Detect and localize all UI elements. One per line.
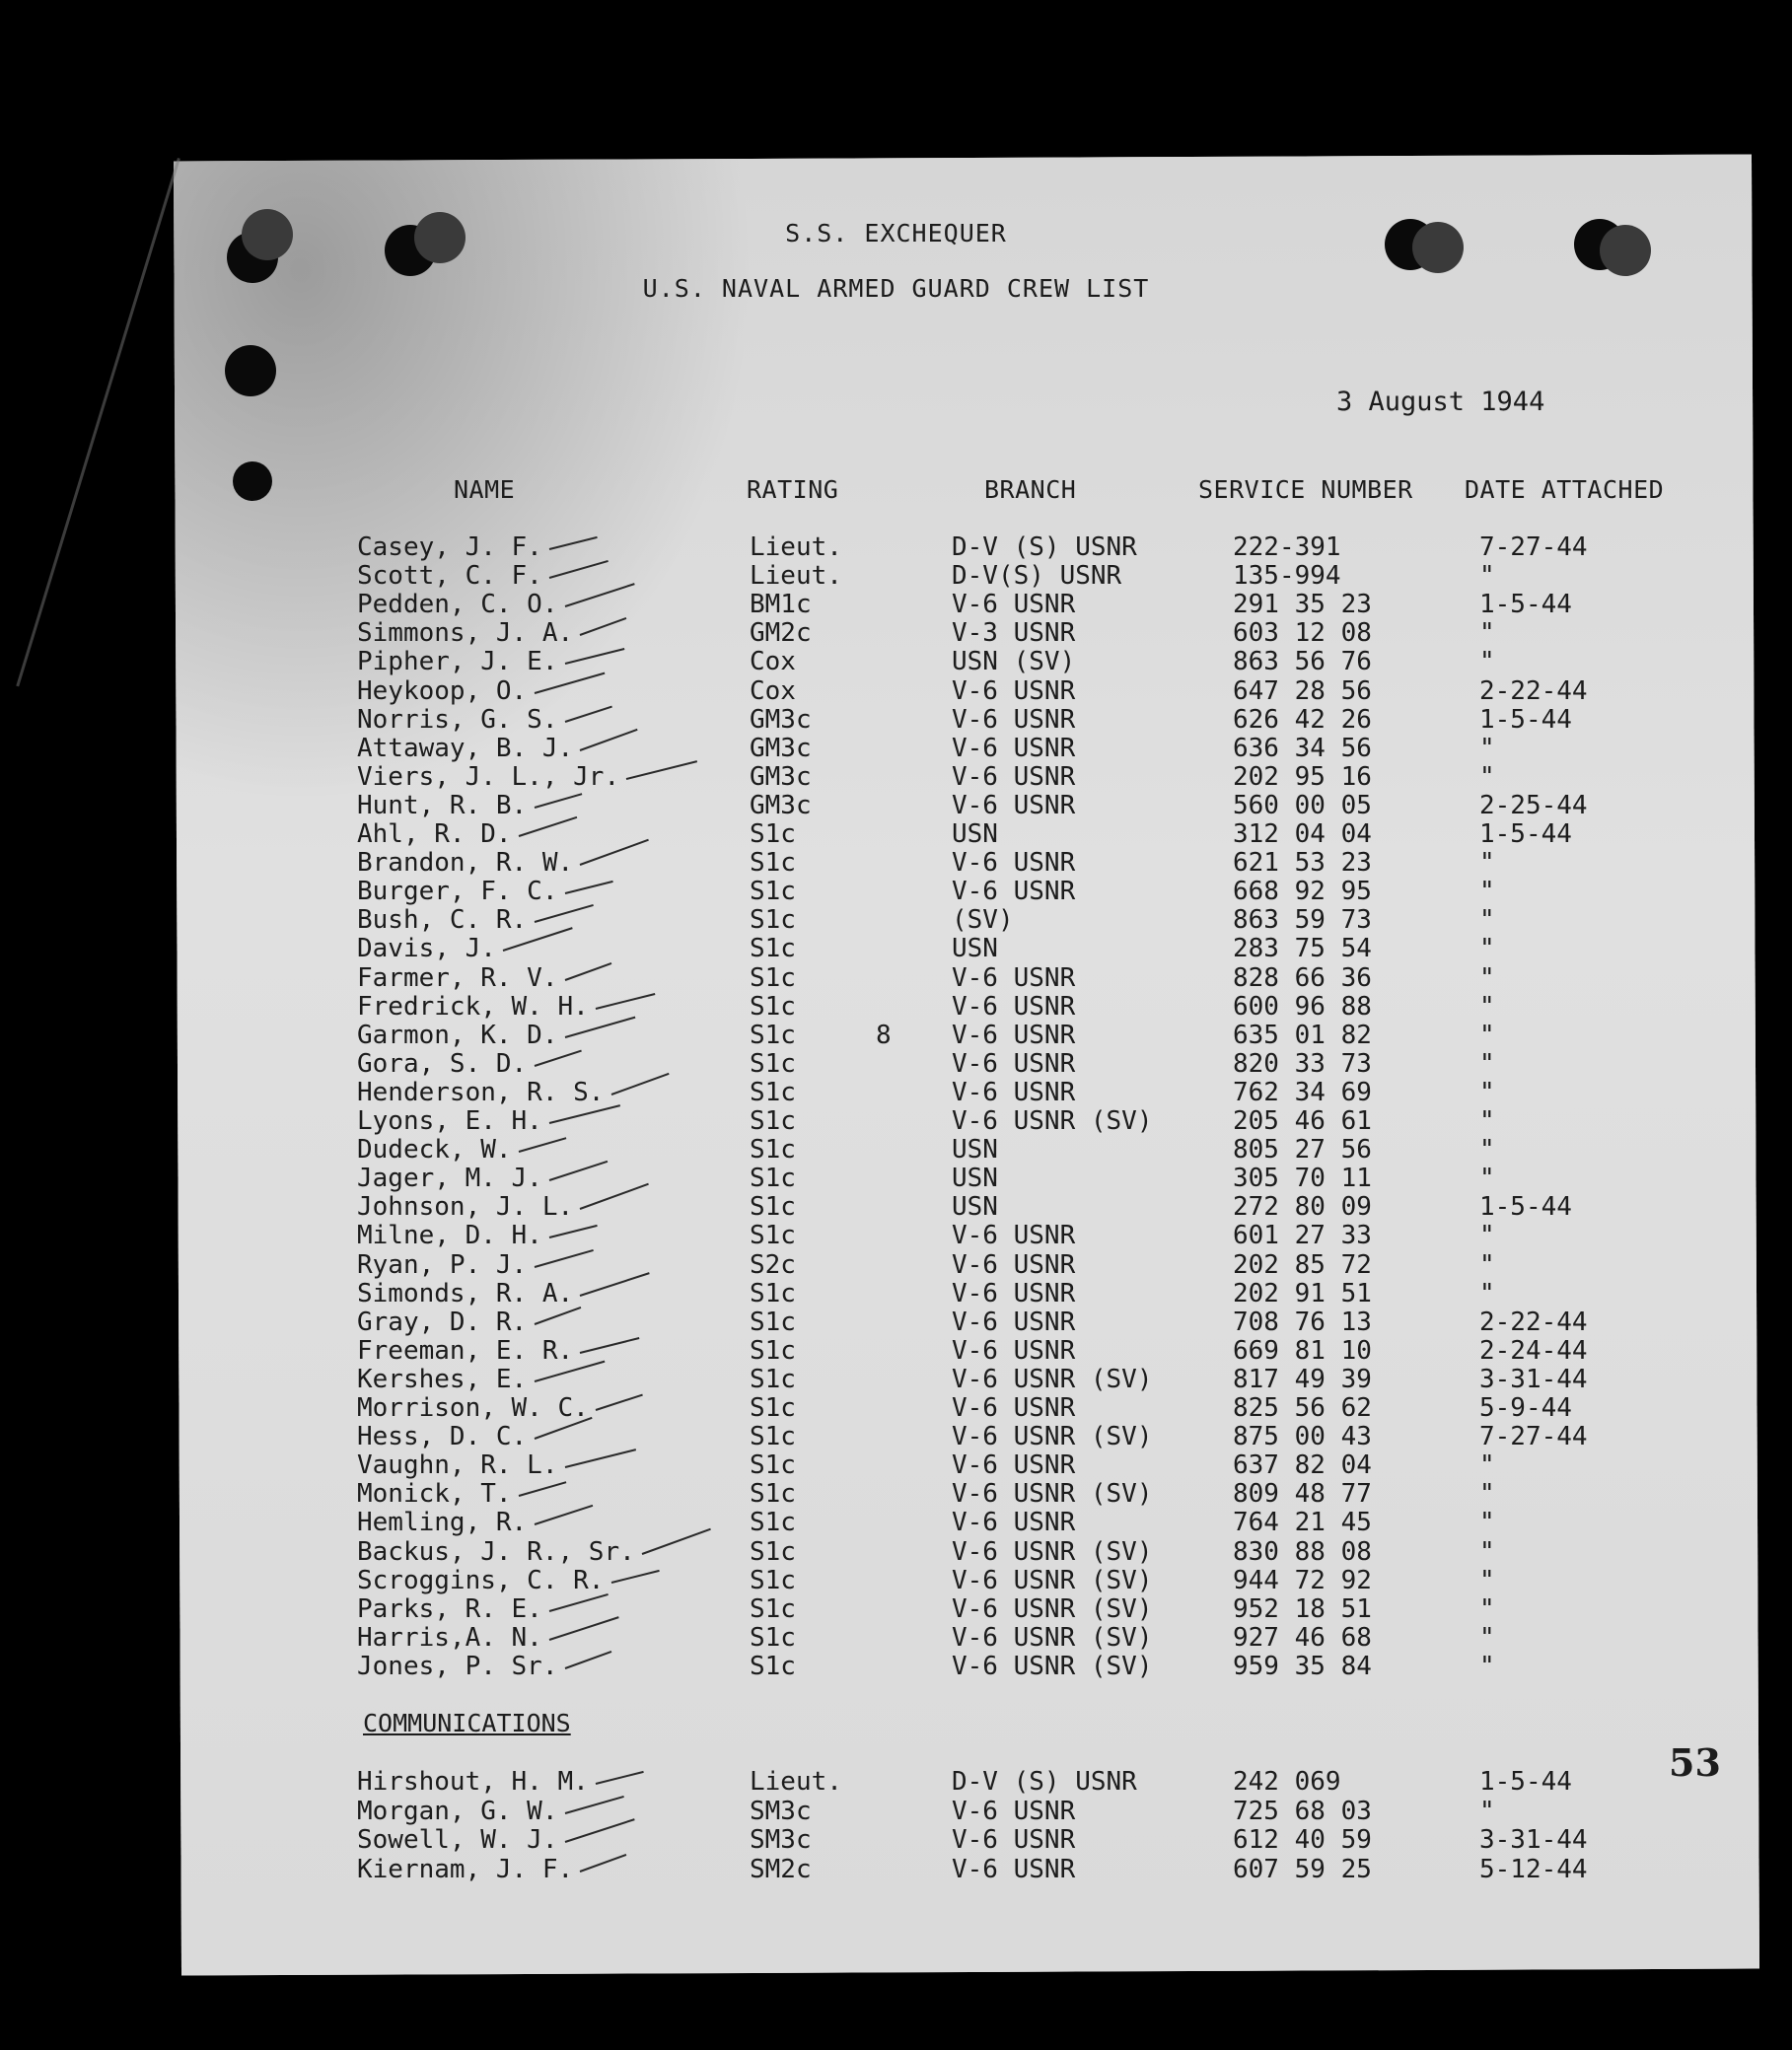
crew-branch: V-6 USNR (SV) (952, 1536, 1153, 1567)
crew-rating: S1c (750, 1106, 796, 1136)
crew-rating: S1c (750, 905, 796, 936)
crew-date-attached: " (1479, 877, 1495, 907)
crew-rating: S1c (750, 1450, 796, 1481)
crew-service-number: 636 34 56 (1233, 733, 1372, 763)
crew-branch: V-6 USNR (952, 1307, 1076, 1337)
crew-service-number: 863 59 73 (1233, 905, 1372, 936)
crew-date-attached: " (1479, 1106, 1495, 1136)
table-row (0, 1855, 1792, 1883)
crew-rating: SM2c (750, 1854, 812, 1884)
crew-name: Sowell, W. J. (357, 1825, 558, 1855)
crew-date-attached: " (1479, 1796, 1495, 1826)
crew-name: Morgan, G. W. (357, 1796, 558, 1826)
crew-rating: SM3c (750, 1796, 812, 1826)
crew-service-number: 621 53 23 (1233, 848, 1372, 879)
crew-service-number: 959 35 84 (1233, 1651, 1372, 1681)
crew-branch: V-6 USNR (SV) (952, 1651, 1153, 1681)
crew-date-attached: " (1479, 1249, 1495, 1280)
crew-service-number: 291 35 23 (1233, 590, 1372, 620)
table-row (0, 992, 1792, 1021)
crew-branch: V-6 USNR (SV) (952, 1106, 1153, 1136)
crew-name: Burger, F. C. (357, 877, 558, 907)
crew-name: Vaughn, R. L. (357, 1450, 558, 1481)
ship-name: S.S. EXCHEQUER (785, 219, 1007, 247)
crew-branch: V-6 USNR (952, 1508, 1076, 1538)
crew-date-attached: 5-12-44 (1479, 1854, 1588, 1884)
crew-rating: S1c (750, 1479, 796, 1510)
table-row (0, 1537, 1792, 1566)
table-row (0, 1365, 1792, 1393)
crew-name: Monick, T. (357, 1479, 512, 1510)
crew-rating: S2c (750, 1249, 796, 1280)
crew-rating: Lieut. (750, 561, 842, 592)
crew-service-number: 601 27 33 (1233, 1221, 1372, 1251)
crew-branch: V-6 USNR (952, 1796, 1076, 1826)
crew-rating: Cox (750, 647, 796, 677)
crew-service-number: 830 88 08 (1233, 1536, 1372, 1567)
table-row (0, 532, 1792, 561)
crew-branch: USN (952, 1135, 998, 1166)
crew-name: Garmon, K. D. (357, 1020, 558, 1050)
crew-service-number: 635 01 82 (1233, 1020, 1372, 1050)
column-header-branch: BRANCH (984, 475, 1077, 504)
table-row (0, 1825, 1792, 1854)
crew-date-attached: " (1479, 1164, 1495, 1194)
crew-rating: Lieut. (750, 532, 842, 562)
crew-date-attached: " (1479, 1077, 1495, 1107)
crew-rating: S1c (750, 1164, 796, 1194)
crew-branch: V-6 USNR (952, 1335, 1076, 1366)
crew-service-number: 817 49 39 (1233, 1364, 1372, 1394)
table-row (0, 1021, 1792, 1049)
crew-branch: USN (952, 1164, 998, 1194)
punch-hole-left-3 (225, 345, 276, 396)
crew-branch: V-6 USNR (952, 877, 1076, 907)
crew-date-attached: " (1479, 1479, 1495, 1510)
crew-date-attached: 2-24-44 (1479, 1335, 1588, 1366)
crew-rating: BM1c (750, 590, 812, 620)
crew-rating: GM3c (750, 704, 812, 735)
table-row (0, 1594, 1792, 1623)
crew-service-number: 944 72 92 (1233, 1565, 1372, 1595)
crew-name: Pipher, J. E. (357, 647, 558, 677)
document-title: U.S. NAVAL ARMED GUARD CREW LIST (642, 274, 1150, 303)
crew-rating: S1c (750, 1048, 796, 1079)
table-row (0, 1192, 1792, 1221)
crew-name: Ahl, R. D. (357, 819, 512, 849)
page-number: 53 (1669, 1740, 1721, 1785)
table-row (0, 819, 1792, 848)
column-header-service-number: SERVICE NUMBER (1198, 475, 1413, 504)
crew-branch: V-6 USNR (952, 704, 1076, 735)
crew-service-number: 825 56 62 (1233, 1393, 1372, 1423)
margin-mark: 8 (876, 1021, 892, 1050)
crew-branch: V-6 USNR (952, 590, 1076, 620)
crew-rating: S1c (750, 1278, 796, 1308)
crew-branch: V-6 USNR (952, 848, 1076, 879)
crew-service-number: 708 76 13 (1233, 1307, 1372, 1337)
table-row (0, 1623, 1792, 1652)
crew-date-attached: " (1479, 618, 1495, 649)
crew-rating: Lieut. (750, 1767, 842, 1797)
crew-rating: S1c (750, 1077, 796, 1107)
crew-branch: V-6 USNR (952, 790, 1076, 820)
crew-service-number: 205 46 61 (1233, 1106, 1372, 1136)
crew-branch: USN (SV) (952, 647, 1076, 677)
crew-service-number: 637 82 04 (1233, 1450, 1372, 1481)
crew-branch: V-6 USNR (952, 1854, 1076, 1884)
table-row (0, 1393, 1792, 1422)
crew-name: Hirshout, H. M. (357, 1767, 589, 1797)
crew-name: Gora, S. D. (357, 1048, 528, 1079)
crew-rating: SM3c (750, 1825, 812, 1855)
table-row (0, 734, 1792, 762)
crew-rating: S1c (750, 819, 796, 849)
crew-service-number: 927 46 68 (1233, 1622, 1372, 1653)
crew-name: Bush, C. R. (357, 905, 528, 936)
crew-service-number: 272 80 09 (1233, 1192, 1372, 1223)
crew-branch: V-6 USNR (952, 733, 1076, 763)
crew-branch: V-6 USNR (SV) (952, 1364, 1153, 1394)
crew-service-number: 668 92 95 (1233, 877, 1372, 907)
table-row (0, 1221, 1792, 1249)
crew-rating: S1c (750, 1508, 796, 1538)
crew-date-attached: " (1479, 1450, 1495, 1481)
crew-rating: S1c (750, 1422, 796, 1452)
crew-name: Milne, D. H. (357, 1221, 542, 1251)
crew-date-attached: " (1479, 962, 1495, 993)
crew-service-number: 600 96 88 (1233, 991, 1372, 1022)
crew-rating: S1c (750, 848, 796, 879)
crew-name: Gray, D. R. (357, 1307, 528, 1337)
crew-name: Pedden, C. O. (357, 590, 558, 620)
crew-branch: V-6 USNR (952, 1393, 1076, 1423)
crew-name: Simmons, J. A. (357, 618, 574, 649)
crew-rating: S1c (750, 1565, 796, 1595)
crew-date-attached: " (1479, 1048, 1495, 1079)
crew-rating: S1c (750, 1135, 796, 1166)
crew-date-attached: " (1479, 733, 1495, 763)
crew-name: Fredrick, W. H. (357, 991, 589, 1022)
table-row (0, 1106, 1792, 1135)
crew-rating: S1c (750, 934, 796, 964)
document-date: 3 August 1944 (1336, 387, 1545, 417)
crew-rating: S1c (750, 1536, 796, 1567)
crew-service-number: 612 40 59 (1233, 1825, 1372, 1855)
crew-date-attached: 3-31-44 (1479, 1364, 1588, 1394)
crew-name: Farmer, R. V. (357, 962, 558, 993)
table-row (0, 647, 1792, 675)
crew-service-number: 135-994 (1233, 561, 1341, 592)
crew-rating: S1c (750, 1593, 796, 1624)
crew-date-attached: " (1479, 761, 1495, 792)
crew-service-number: 952 18 51 (1233, 1593, 1372, 1624)
section-title-communications: COMMUNICATIONS (363, 1709, 571, 1737)
crew-branch: V-6 USNR (952, 1048, 1076, 1079)
table-row (0, 1308, 1792, 1336)
crew-date-attached: 7-27-44 (1479, 1422, 1588, 1452)
crew-rating: S1c (750, 1221, 796, 1251)
crew-service-number: 312 04 04 (1233, 819, 1372, 849)
crew-name: Brandon, R. W. (357, 848, 574, 879)
crew-rating: S1c (750, 1192, 796, 1223)
crew-date-attached: 2-22-44 (1479, 675, 1588, 706)
punch-hole-left-4 (233, 461, 272, 501)
crew-name: Harris,A. N. (357, 1622, 542, 1653)
crew-date-attached: " (1479, 1135, 1495, 1166)
crew-date-attached: " (1479, 991, 1495, 1022)
crew-rating: S1c (750, 877, 796, 907)
crew-branch: USN (952, 819, 998, 849)
crew-name: Morrison, W. C. (357, 1393, 589, 1423)
crew-service-number: 283 75 54 (1233, 934, 1372, 964)
crew-date-attached: " (1479, 1020, 1495, 1050)
crew-service-number: 725 68 03 (1233, 1796, 1372, 1826)
crew-branch: (SV) (952, 905, 1014, 936)
crew-date-attached: " (1479, 934, 1495, 964)
crew-branch: V-6 USNR (SV) (952, 1593, 1153, 1624)
crew-name: Lyons, E. H. (357, 1106, 542, 1136)
crew-date-attached: " (1479, 1536, 1495, 1567)
crew-service-number: 242 069 (1233, 1767, 1341, 1797)
crew-service-number: 809 48 77 (1233, 1479, 1372, 1510)
crew-name: Viers, J. L., Jr. (357, 761, 620, 792)
crew-date-attached: 1-5-44 (1479, 1767, 1572, 1797)
crew-rating: GM3c (750, 733, 812, 763)
table-row (0, 762, 1792, 791)
table-row (0, 705, 1792, 734)
crew-branch: V-6 USNR (SV) (952, 1422, 1153, 1452)
column-header-date-attached: DATE ATTACHED (1465, 475, 1665, 504)
crew-branch: V-6 USNR (952, 1077, 1076, 1107)
crew-branch: V-6 USNR (952, 1450, 1076, 1481)
crew-name: Heykoop, O. (357, 675, 528, 706)
crew-rating: GM3c (750, 761, 812, 792)
crew-name: Scott, C. F. (357, 561, 542, 592)
crew-date-attached: 7-27-44 (1479, 532, 1588, 562)
table-row (0, 963, 1792, 992)
crew-branch: D-V (S) USNR (952, 532, 1137, 562)
crew-rating: Cox (750, 675, 796, 706)
crew-date-attached: " (1479, 1508, 1495, 1538)
crew-service-number: 305 70 11 (1233, 1164, 1372, 1194)
crew-name: Davis, J. (357, 934, 496, 964)
column-header-rating: RATING (747, 475, 839, 504)
crew-date-attached: " (1479, 1593, 1495, 1624)
crew-service-number: 875 00 43 (1233, 1422, 1372, 1452)
crew-branch: D-V (S) USNR (952, 1767, 1137, 1797)
crew-service-number: 560 00 05 (1233, 790, 1372, 820)
table-row (0, 1797, 1792, 1825)
crew-branch: V-6 USNR (SV) (952, 1622, 1153, 1653)
crew-branch: V-6 USNR (SV) (952, 1565, 1153, 1595)
crew-service-number: 647 28 56 (1233, 675, 1372, 706)
crew-rating: S1c (750, 1622, 796, 1653)
crew-branch: D-V(S) USNR (952, 561, 1122, 592)
crew-rating: S1c (750, 1364, 796, 1394)
table-row (0, 934, 1792, 962)
crew-name: Attaway, B. J. (357, 733, 574, 763)
crew-name: Simonds, R. A. (357, 1278, 574, 1308)
crew-date-attached: " (1479, 1221, 1495, 1251)
crew-service-number: 762 34 69 (1233, 1077, 1372, 1107)
crew-rating: S1c (750, 1651, 796, 1681)
crew-rating: S1c (750, 991, 796, 1022)
table-row (0, 1164, 1792, 1192)
crew-branch: V-6 USNR (952, 1825, 1076, 1855)
crew-name: Casey, J. F. (357, 532, 542, 562)
crew-name: Jones, P. Sr. (357, 1651, 558, 1681)
crew-service-number: 222-391 (1233, 532, 1341, 562)
crew-date-attached: 1-5-44 (1479, 1192, 1572, 1223)
crew-date-attached: 1-5-44 (1479, 704, 1572, 735)
crew-name: Backus, J. R., Sr. (357, 1536, 635, 1567)
crew-name: Kiernam, J. F. (357, 1854, 574, 1884)
crew-service-number: 828 66 36 (1233, 962, 1372, 993)
table-row (0, 561, 1792, 590)
crew-branch: USN (952, 934, 998, 964)
crew-rating: S1c (750, 1307, 796, 1337)
crew-name: Freeman, E. R. (357, 1335, 574, 1366)
crew-service-number: 603 12 08 (1233, 618, 1372, 649)
crew-service-number: 607 59 25 (1233, 1854, 1372, 1884)
crew-name: Jager, M. J. (357, 1164, 542, 1194)
table-row (0, 1508, 1792, 1536)
crew-name: Kershes, E. (357, 1364, 528, 1394)
crew-name: Henderson, R. S. (357, 1077, 605, 1107)
column-header-name: NAME (454, 475, 516, 504)
crew-service-number: 669 81 10 (1233, 1335, 1372, 1366)
table-row (0, 1767, 1792, 1796)
crew-service-number: 202 91 51 (1233, 1278, 1372, 1308)
table-row (0, 1450, 1792, 1479)
table-row (0, 1135, 1792, 1164)
table-row (0, 848, 1792, 877)
crew-rating: GM3c (750, 790, 812, 820)
table-row (0, 1479, 1792, 1508)
crew-branch: V-6 USNR (952, 1221, 1076, 1251)
crew-date-attached: 3-31-44 (1479, 1825, 1588, 1855)
crew-date-attached: " (1479, 848, 1495, 879)
crew-date-attached: " (1479, 561, 1495, 592)
crew-branch: USN (952, 1192, 998, 1223)
crew-name: Johnson, J. L. (357, 1192, 574, 1223)
crew-rating: S1c (750, 1393, 796, 1423)
crew-name: Dudeck, W. (357, 1135, 512, 1166)
crew-name: Hess, D. C. (357, 1422, 528, 1452)
table-row (0, 1078, 1792, 1106)
table-row (0, 590, 1792, 618)
table-row (0, 791, 1792, 819)
table-row (0, 905, 1792, 934)
table-row (0, 1422, 1792, 1450)
table-row (0, 1652, 1792, 1680)
crew-service-number: 764 21 45 (1233, 1508, 1372, 1538)
table-row (0, 877, 1792, 905)
crew-date-attached: 5-9-44 (1479, 1393, 1572, 1423)
crew-branch: V-6 USNR (952, 991, 1076, 1022)
crew-branch: V-6 USNR (952, 1249, 1076, 1280)
crew-date-attached: " (1479, 1565, 1495, 1595)
crew-branch: V-3 USNR (952, 618, 1076, 649)
crew-date-attached: " (1479, 905, 1495, 936)
crew-date-attached: 2-25-44 (1479, 790, 1588, 820)
crew-date-attached: 2-22-44 (1479, 1307, 1588, 1337)
crew-name: Hemling, R. (357, 1508, 528, 1538)
crew-date-attached: 1-5-44 (1479, 819, 1572, 849)
crew-date-attached: " (1479, 1622, 1495, 1653)
crew-service-number: 626 42 26 (1233, 704, 1372, 735)
crew-branch: V-6 USNR (SV) (952, 1479, 1153, 1510)
table-row (0, 1049, 1792, 1078)
crew-branch: V-6 USNR (952, 1278, 1076, 1308)
crew-service-number: 863 56 76 (1233, 647, 1372, 677)
crew-date-attached: 1-5-44 (1479, 590, 1572, 620)
crew-branch: V-6 USNR (952, 761, 1076, 792)
crew-date-attached: " (1479, 1278, 1495, 1308)
crew-service-number: 202 95 16 (1233, 761, 1372, 792)
crew-rating: S1c (750, 962, 796, 993)
crew-rating: S1c (750, 1335, 796, 1366)
crew-branch: V-6 USNR (952, 675, 1076, 706)
crew-name: Hunt, R. B. (357, 790, 528, 820)
table-row (0, 1250, 1792, 1279)
table-row (0, 1279, 1792, 1308)
table-row (0, 1336, 1792, 1365)
crew-name: Parks, R. E. (357, 1593, 542, 1624)
crew-name: Norris, G. S. (357, 704, 558, 735)
crew-date-attached: " (1479, 1651, 1495, 1681)
table-row (0, 618, 1792, 647)
table-row (0, 1566, 1792, 1594)
crew-service-number: 202 85 72 (1233, 1249, 1372, 1280)
crew-rating: S1c (750, 1020, 796, 1050)
crew-service-number: 820 33 73 (1233, 1048, 1372, 1079)
crew-name: Scroggins, C. R. (357, 1565, 605, 1595)
crew-rating: GM2c (750, 618, 812, 649)
crew-branch: V-6 USNR (952, 1020, 1076, 1050)
table-row (0, 676, 1792, 705)
crew-name: Ryan, P. J. (357, 1249, 528, 1280)
crew-date-attached: " (1479, 647, 1495, 677)
crew-service-number: 805 27 56 (1233, 1135, 1372, 1166)
crew-branch: V-6 USNR (952, 962, 1076, 993)
